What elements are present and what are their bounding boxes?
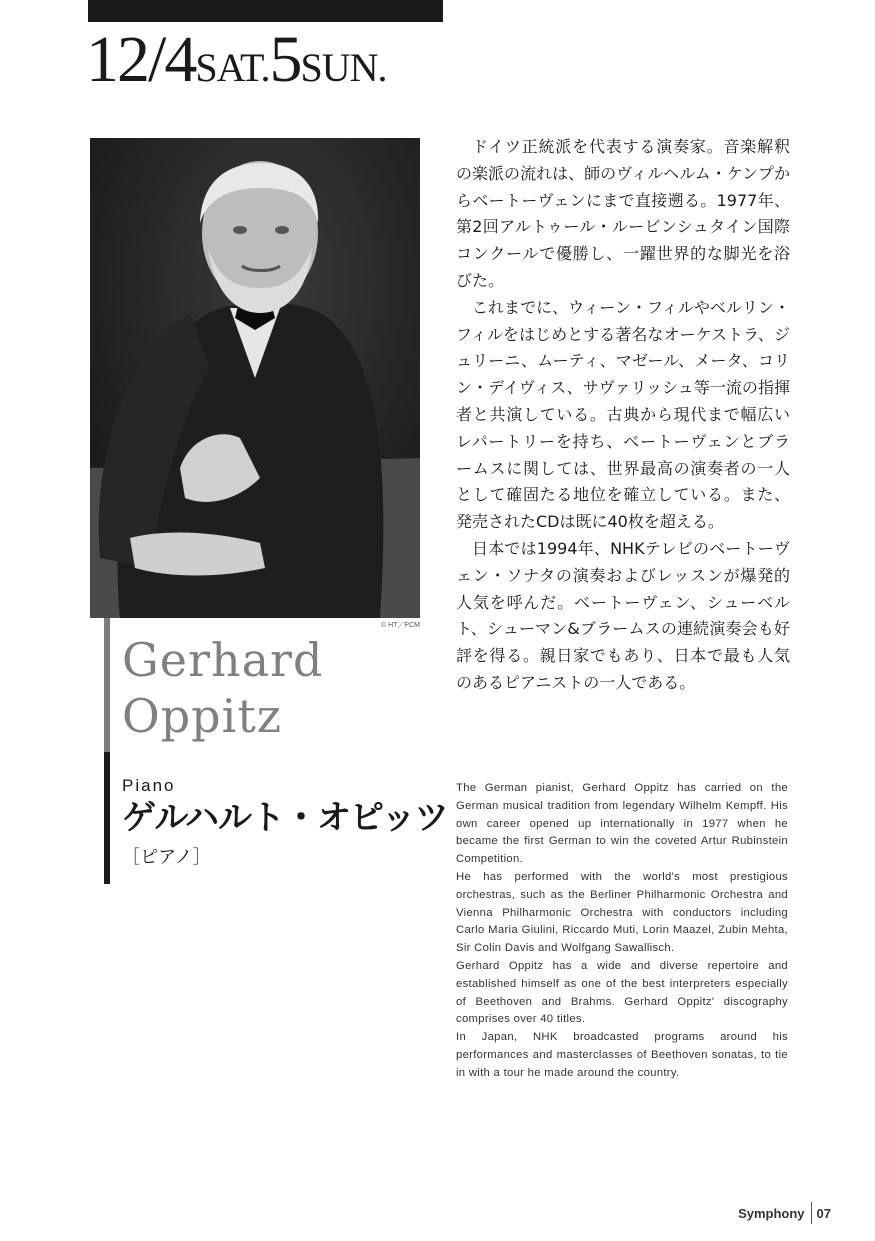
bio-jp-paragraph: 日本では1994年、NHKテレビのベートーヴェン・ソナタの演奏およびレッスンが爆発的人気を呼んだ。ベートーヴェン、シューベルト、シューマン&ブラームスの連続演奏会も好評を得る。親日家でもあり、日本で最も人気のあるピアニストの一人である。 <box>456 538 790 692</box>
accent-bar-gray <box>104 618 110 752</box>
bio-en-paragraph: In Japan, NHK broadcasted programs around his performances and masterclasses of Beethoven sonatas, to tie in with a tour he made around the country. <box>456 1031 788 1079</box>
bio-jp-paragraph: ドイツ正統派を代表する演奏家。音楽解釈の楽派の流れは、師のヴィルヘルム・ケンプからベートーヴェンにまで直接遡る。1977年、第2回アルトゥール・ルービンシュタイン国際コンクールで優勝し、一躍世界的な脚光を浴びた。 <box>456 137 790 290</box>
header-bar <box>88 0 443 22</box>
artist-last-name: Oppitz <box>122 689 283 743</box>
footer-divider <box>811 1202 812 1224</box>
page-footer <box>738 1202 831 1224</box>
bio-en-paragraph: The German pianist, Gerhard Oppitz has carried on the German musical tradition from legendary Wilhelm Kempff. His own career opened up internationally in 1977 when he became the first German to win the coveted Artur Rubinstein Competition. <box>456 782 788 866</box>
biography-japanese <box>456 134 790 697</box>
date-day2: 5 <box>269 23 301 96</box>
artist-role-english: Piano <box>122 776 176 795</box>
bio-en-paragraph: He has performed with the world's most prestigious orchestras, such as the Berliner Philharmonic Orchestra and Vienna Philharmonic Orchestra with conductors including Carlo Maria Giulini, Riccardo Muti, Lorin Maazel, Zubin Mehta, Sir Colin Davis and Wolfgang Sawallisch. <box>456 870 788 955</box>
weekday2: SUN. <box>300 45 387 90</box>
bio-jp-paragraph: これまでに、ウィーン・フィルやベルリン・フィルをはじめとする著名なオーケストラ、ジュリーニ、ムーティ、マゼール、メータ、コリン・デイヴィス、サヴァリッシュ等一流の指揮者と共演している。古典から現代まで幅広いレパートリーを持ち、ベートーヴェンとブラームスに関しては、世界最高の演奏者の一人として確固たる地位を確立している。また、発売されたCDは既に40枚を超える。 <box>456 297 790 532</box>
artist-name-english <box>122 632 422 744</box>
concert-date <box>86 24 486 96</box>
accent-bar-black <box>104 752 110 884</box>
photo-credit: © HT／PCM <box>381 622 420 629</box>
portrait-photo-icon <box>90 138 420 618</box>
artist-name-japanese: ゲルハルト・オピッツ <box>122 798 448 838</box>
biography-english <box>456 780 788 1083</box>
artist-role-japanese: ［ピアノ］ <box>122 847 211 868</box>
publication-name: Symphony <box>738 1205 805 1221</box>
artist-first-name: Gerhard <box>122 633 324 687</box>
date-day1: 12/4 <box>86 23 196 96</box>
artist-photo <box>90 138 420 618</box>
weekday1: SAT. <box>195 45 270 90</box>
bio-en-paragraph: Gerhard Oppitz has a wide and diverse repertoire and established himself as one of the best interpreters especially of Beethoven and Brahms. Gerhard Oppitz' discography comprises over 40 titles. <box>456 959 788 1026</box>
page-number: 07 <box>816 1205 831 1221</box>
